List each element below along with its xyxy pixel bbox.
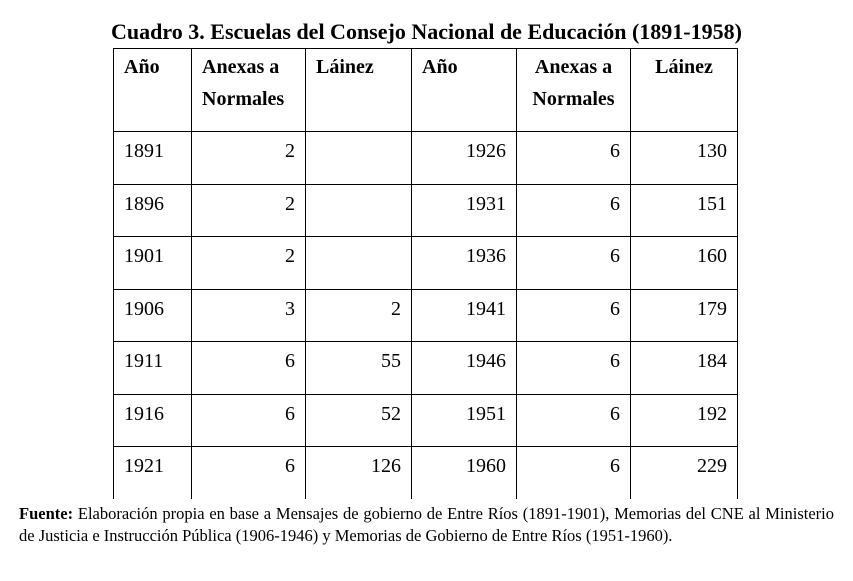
table-row bbox=[114, 342, 738, 395]
table-cell: 160 bbox=[631, 237, 738, 290]
table-cell: 6 bbox=[517, 132, 631, 185]
table-cell: 6 bbox=[192, 342, 306, 395]
table-cell: 1896 bbox=[114, 184, 192, 237]
table-cell: 2 bbox=[192, 132, 306, 185]
table-cell: 6 bbox=[192, 394, 306, 447]
table-cell: 6 bbox=[517, 447, 631, 500]
table-cell: 126 bbox=[306, 447, 412, 500]
schools-table bbox=[113, 48, 738, 499]
table-cell: 192 bbox=[631, 394, 738, 447]
column-header: Láinez bbox=[306, 49, 412, 132]
table-cell bbox=[306, 184, 412, 237]
table-cell: 1931 bbox=[412, 184, 517, 237]
column-header: Año bbox=[114, 49, 192, 132]
table-cell: 2 bbox=[192, 184, 306, 237]
table-header-row bbox=[114, 49, 738, 132]
table-cell: 3 bbox=[192, 289, 306, 342]
table-cell: 52 bbox=[306, 394, 412, 447]
column-header: Año bbox=[412, 49, 517, 132]
table-row bbox=[114, 394, 738, 447]
table-cell: 1901 bbox=[114, 237, 192, 290]
column-header: Láinez bbox=[631, 49, 738, 132]
table-cell: 1921 bbox=[114, 447, 192, 500]
table-cell: 6 bbox=[517, 184, 631, 237]
table-cell: 229 bbox=[631, 447, 738, 500]
source-text: Elaboración propia en base a Mensajes de gobierno de Entre Ríos (1891-1901), Memorias del CNE al Ministerio de Justicia e Instrucción Pública (1906-1946) y Memorias de Gobierno de Entre Ríos (1951-1960). bbox=[19, 504, 835, 545]
table-cell: 6 bbox=[517, 342, 631, 395]
table-cell: 130 bbox=[631, 132, 738, 185]
table-cell bbox=[306, 237, 412, 290]
table-row bbox=[114, 184, 738, 237]
table-cell: 1946 bbox=[412, 342, 517, 395]
table-cell: 1936 bbox=[412, 237, 517, 290]
source-label: Fuente: bbox=[19, 504, 74, 523]
table-cell: 1916 bbox=[114, 394, 192, 447]
table-cell: 179 bbox=[631, 289, 738, 342]
table-cell: 1906 bbox=[114, 289, 192, 342]
table-title: Cuadro 3. Escuelas del Consejo Nacional de Educación (1891-1958) bbox=[111, 19, 742, 44]
table-cell: 1960 bbox=[412, 447, 517, 500]
table-cell: 2 bbox=[306, 289, 412, 342]
table-cell: 6 bbox=[192, 447, 306, 500]
table-cell: 6 bbox=[517, 394, 631, 447]
table-row bbox=[114, 289, 738, 342]
table-cell: 151 bbox=[631, 184, 738, 237]
table-row bbox=[114, 447, 738, 500]
table-cell: 55 bbox=[306, 342, 412, 395]
source-note bbox=[19, 503, 834, 547]
table-cell: 2 bbox=[192, 237, 306, 290]
table-cell: 1911 bbox=[114, 342, 192, 395]
table-cell: 1926 bbox=[412, 132, 517, 185]
column-header: Anexas a Normales bbox=[517, 49, 631, 132]
column-header: Anexas a Normales bbox=[192, 49, 306, 132]
table-row bbox=[114, 132, 738, 185]
table-cell: 1951 bbox=[412, 394, 517, 447]
table-cell: 6 bbox=[517, 237, 631, 290]
table-row bbox=[114, 237, 738, 290]
table-cell: 1891 bbox=[114, 132, 192, 185]
table-cell: 1941 bbox=[412, 289, 517, 342]
table-cell: 6 bbox=[517, 289, 631, 342]
table-cell bbox=[306, 132, 412, 185]
table-cell: 184 bbox=[631, 342, 738, 395]
